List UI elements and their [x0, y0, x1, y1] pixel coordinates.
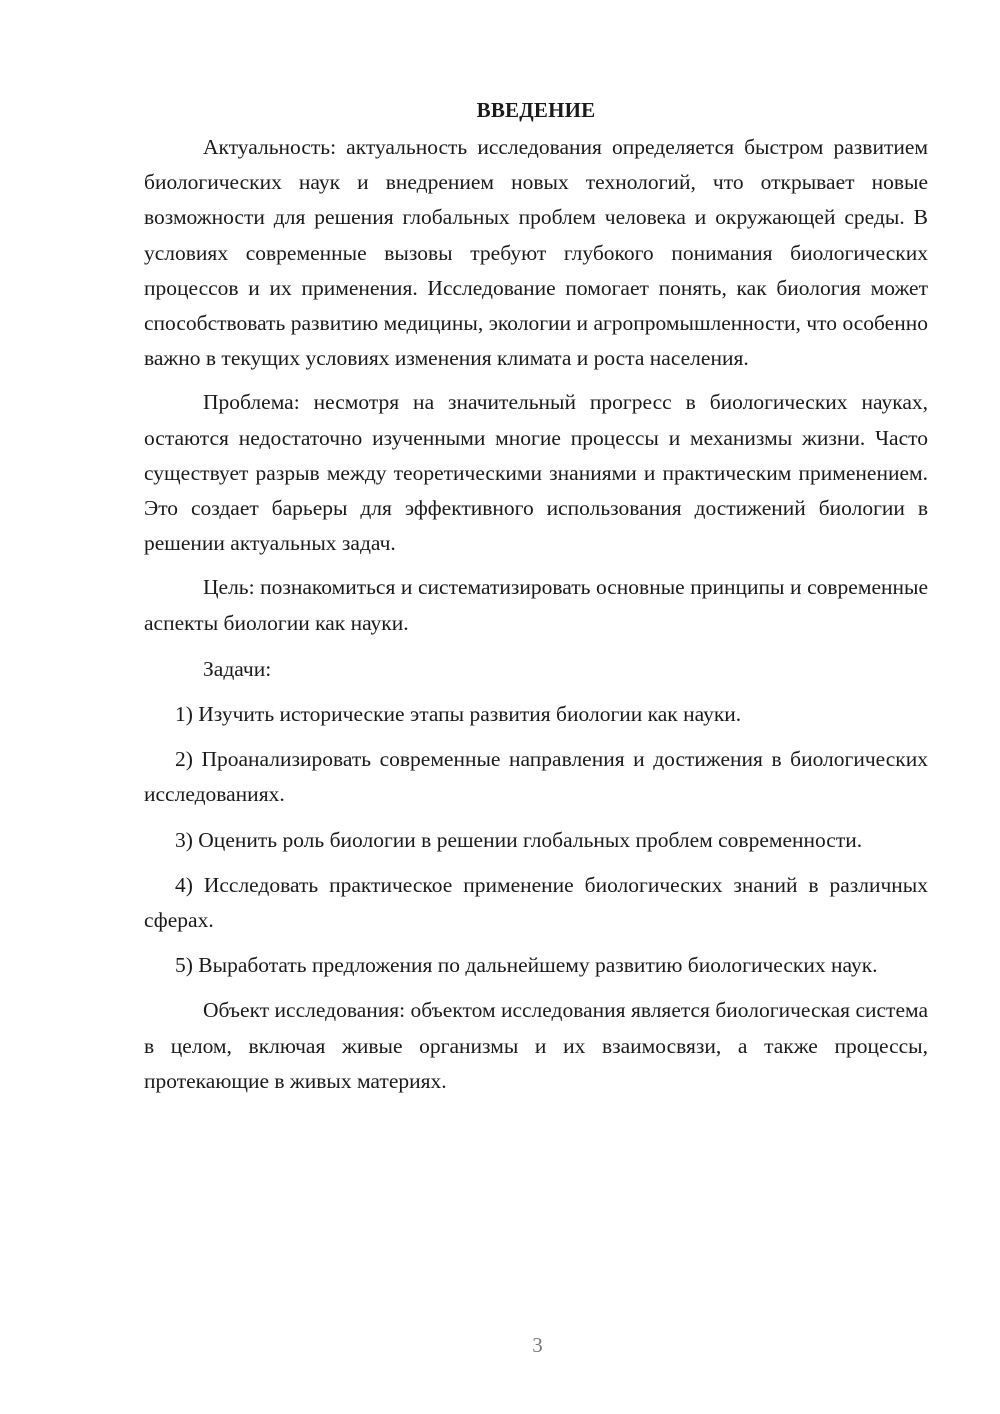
task-item-1: 1) Изучить исторические этапы развития биологии как науки. [175, 702, 742, 727]
task-item-3: 3) Оценить роль биологии в решении глобальных проблем современности. [175, 827, 863, 852]
task-item-2: 2) Проанализировать современные направления и достижения в биологических исследованиях. [144, 747, 928, 807]
task-item-4: 4) Исследовать практическое применение биологических знаний в различных сферах. [144, 872, 928, 933]
section-heading: ВВЕДЕНИЕ [476, 98, 596, 122]
relevance-paragraph: Актуальность: актуальность исследования определяется быстром развитием биологических наук и внедрением новых технологий, что открывает новые возможности для решения глобальных проблем человека и окружающей среды. В условиях современные вызовы требуют глубокого понимания биологических процессов и их применения. Исследование помогает понять, как биология может способствовать развитию медицины, экологии и агропромышленности, что особенно важно в текущих условиях изменения климата и роста населения. [144, 135, 928, 371]
task-item-5: 5) Выработать предложения по дальнейшему развитию биологических наук. [175, 953, 878, 978]
goal-paragraph: Цель: познакомиться и систематизировать основные принципы и современные аспекты биологии как науки. [144, 575, 928, 635]
page-number: 3 [532, 1333, 543, 1357]
tasks-label: Задачи: [203, 656, 272, 681]
problem-paragraph: Проблема: несмотря на значительный прогресс в биологических науках, остаются недостаточно изученными многие процессы и механизмы жизни. Часто существует разрыв между теоретическими знаниями и практическим применением. Это создает барьеры для эффективного использования достижений биологии в решении актуальных задач. [144, 390, 928, 556]
object-paragraph: Объект исследования: объектом исследования является биологическая система в целом, включая живые организмы и их взаимосвязи, а также процессы, протекающие в живых материях. [144, 998, 928, 1093]
page-content [144, 95, 928, 1099]
